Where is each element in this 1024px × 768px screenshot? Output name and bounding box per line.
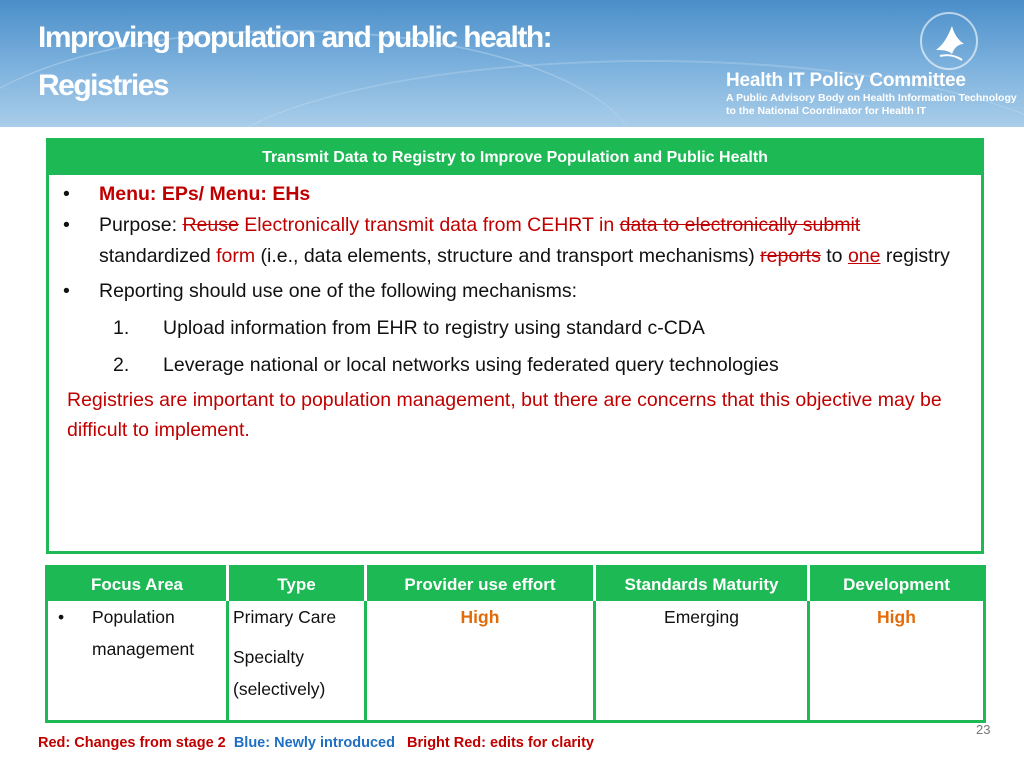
purpose-text-1: Electronically transmit data from CEHRT in [238, 214, 620, 236]
legend-bright-red: Bright Red: edits for clarity [407, 735, 594, 751]
purpose-text-2: standardized [99, 245, 217, 267]
development-value: High [877, 607, 916, 627]
mechanism-number: 1. [113, 317, 130, 339]
objective-box [46, 138, 984, 554]
purpose-label: Purpose: [99, 214, 183, 236]
mechanism-text: Upload information from EHR to registry using standard c-CDA [163, 317, 705, 339]
bullet-icon: • [63, 214, 70, 236]
purpose-text-4: to [820, 245, 848, 267]
bullet-reporting [63, 276, 969, 307]
cell-standards-maturity [595, 601, 809, 722]
color-legend [38, 735, 594, 751]
org-branding [726, 70, 1017, 118]
slide-title [38, 14, 698, 110]
bullet-purpose [63, 210, 969, 272]
header-focus-area: Focus Area [47, 567, 228, 602]
header-standards-maturity: Standards Maturity [595, 567, 809, 602]
cell-development [809, 601, 985, 722]
focus-area-text: Population management [92, 607, 195, 659]
cell-provider-effort [366, 601, 595, 722]
mechanism-item [63, 350, 969, 381]
legend-blue: Blue: Newly introduced [233, 735, 395, 751]
registry-note: Registries are important to population management, but there are concerns that this objective may be difficult to implement. [67, 389, 942, 441]
objective-heading: Transmit Data to Registry to Improve Population and Public Health [49, 141, 981, 175]
header-type: Type [228, 567, 366, 602]
hhs-eagle-logo-icon [918, 10, 980, 72]
title-line-2: Registries [38, 69, 169, 102]
table-row [47, 601, 985, 722]
header-development: Development [809, 567, 985, 602]
purpose-one: one [847, 245, 881, 267]
purpose-form: form [216, 245, 256, 267]
purpose-text-3: (i.e., data elements, structure and transport mechanisms) [255, 245, 761, 267]
mechanism-item [63, 313, 969, 344]
purpose-strike-2: data to electronically submit [619, 214, 861, 236]
header-banner [0, 0, 1024, 127]
cell-type [228, 601, 366, 722]
table-header-row [47, 567, 985, 602]
org-subtitle-1: A Public Advisory Body on Health Information Technology [726, 92, 1017, 104]
objective-content [49, 175, 981, 445]
mechanism-number: 2. [113, 354, 130, 376]
title-line-1: Improving population and public health: [38, 21, 552, 54]
mechanism-text: Leverage national or local networks using federated query technologies [163, 354, 779, 376]
purpose-strike-1: Reuse [182, 214, 239, 236]
purpose-strike-3: reports [760, 245, 821, 267]
type-primary: Primary Care [233, 607, 337, 627]
bullet-menu [63, 179, 969, 210]
effort-value: High [460, 607, 500, 627]
reporting-text: Reporting should use one of the following mechanisms: [99, 280, 578, 302]
org-name: Health IT Policy Committee [726, 70, 966, 91]
org-subtitle-2: to the National Coordinator for Health IT [726, 105, 927, 117]
cell-focus-area [47, 601, 228, 722]
bullet-icon: • [63, 183, 70, 205]
bullet-icon: • [58, 607, 65, 627]
purpose-text-5: registry [880, 245, 950, 267]
legend-red: Red: Changes from stage 2 [38, 735, 226, 751]
menu-text: Menu: EPs/ Menu: EHs [99, 183, 311, 205]
bullet-icon: • [63, 280, 70, 302]
page-number: 23 [976, 722, 991, 737]
type-specialty: Specialty (selectively) [233, 647, 326, 699]
header-provider-effort: Provider use effort [366, 567, 595, 602]
attributes-table [45, 565, 986, 723]
maturity-value: Emerging [664, 607, 739, 627]
